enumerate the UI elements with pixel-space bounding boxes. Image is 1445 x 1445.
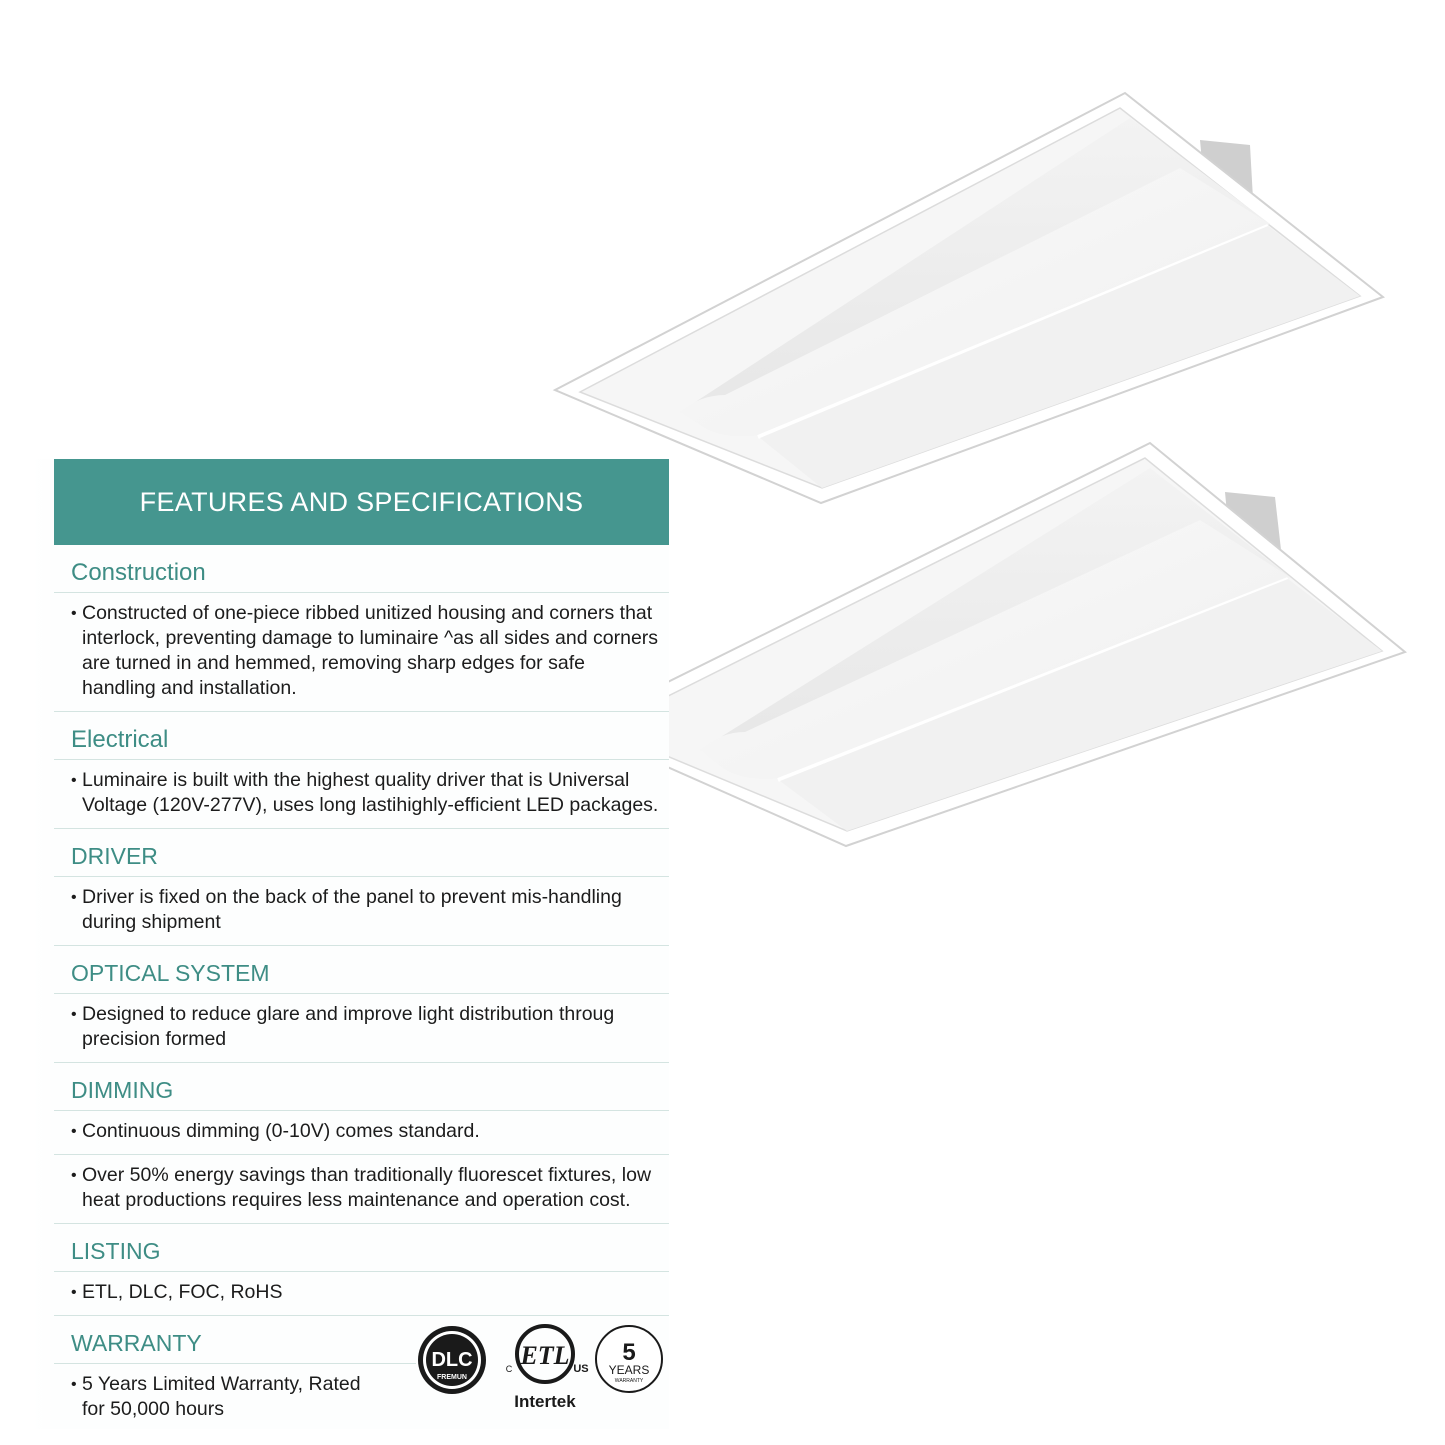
section-optical-system [54, 946, 669, 1063]
certification-badges [416, 1324, 666, 1419]
section-title: DRIVER [54, 829, 669, 877]
etl-badge-icon [501, 1324, 591, 1414]
intertek-caption: Intertek [514, 1392, 576, 1411]
section-electrical [54, 712, 669, 829]
etl-badge-c: C [505, 1364, 513, 1374]
section-title: WARRANTY [54, 1316, 416, 1364]
list-item: • ETL, DLC, FOC, RoHS [54, 1272, 669, 1316]
section-title: Construction [54, 545, 669, 593]
section-title: Electrical [54, 712, 669, 760]
warranty-badge-sub: WARRANTY [614, 1378, 644, 1384]
warranty-badge-number: 5 [622, 1339, 636, 1366]
warranty-5-years-badge-icon [594, 1324, 664, 1394]
list-item: • Constructed of one-piece ribbed unitized housing and corners that interlock, preventing damage to luminaire ^as all sides and corners are turned in and hemmed, removing sharp edges for safe handling and installation. [54, 593, 669, 712]
section-title: OPTICAL SYSTEM [54, 946, 669, 994]
panel-title: FEATURES AND SPECIFICATIONS [54, 459, 669, 545]
section-dimming [54, 1063, 669, 1224]
dlc-badge-icon [416, 1324, 488, 1396]
section-construction [54, 545, 669, 712]
list-item: • Continuous dimming (0-10V) comes standard. [54, 1111, 669, 1155]
spec-sections [54, 545, 669, 1420]
dlc-badge-subtext: FREMUN [437, 1374, 467, 1381]
dlc-badge-text: DLC [431, 1349, 473, 1371]
section-title: LISTING [54, 1224, 669, 1272]
list-item: • Over 50% energy savings than traditionally fluorescet fixtures, low heat productions requires less maintenance and operation cost. [54, 1155, 669, 1224]
list-item: • 5 Years Limited Warranty, Rated for 50,000 hours [54, 1364, 392, 1432]
etl-badge-us: US [573, 1363, 589, 1375]
section-listing [54, 1224, 669, 1316]
etl-badge-text: ETL [520, 1341, 570, 1370]
list-item: • Luminaire is built with the highest quality driver that is Universal Voltage (120V-277V), uses long lastihighly-efficient LED packages. [54, 760, 669, 829]
specifications-panel [32, 459, 669, 1429]
led-panel-bottom [577, 443, 1405, 846]
warranty-badge-label: YEARS [608, 1363, 650, 1377]
led-troffer-panels-image [540, 80, 1420, 870]
list-item: • Driver is fixed on the back of the panel to prevent mis-handling during shipment [54, 877, 669, 946]
section-title: DIMMING [54, 1063, 669, 1111]
section-driver [54, 829, 669, 946]
led-panel-top [555, 93, 1383, 503]
list-item: • Designed to reduce glare and improve light distribution throug precision formed [54, 994, 669, 1063]
section-warranty [54, 1316, 669, 1420]
